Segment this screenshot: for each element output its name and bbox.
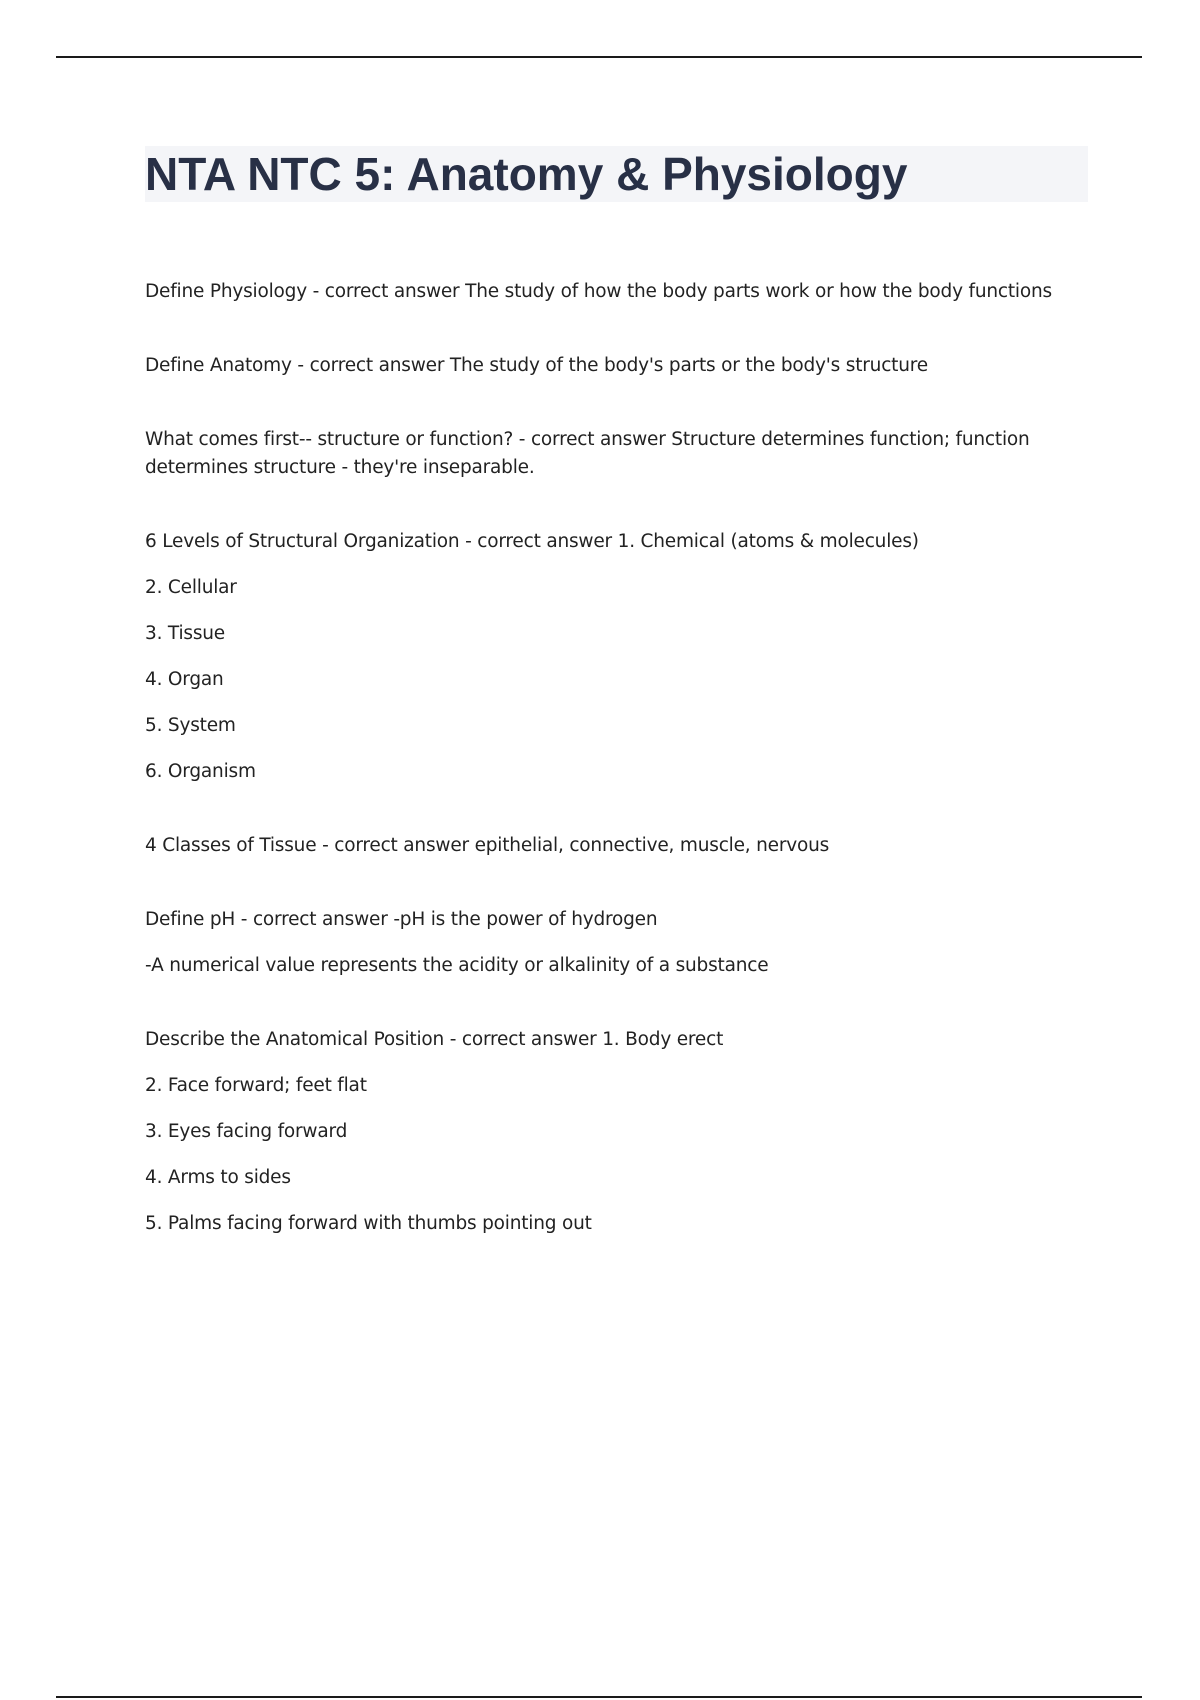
qa-line: 3. Tissue: [145, 623, 225, 644]
qa-list: [145, 278, 1090, 1238]
qa-entry-define-physiology: [145, 278, 1090, 306]
qa-line: 3. Eyes facing forward: [145, 1121, 348, 1142]
qa-line: 5. System: [145, 715, 236, 736]
qa-line: 6 Levels of Structural Organization - correct answer 1. Chemical (atoms & molecules): [145, 531, 919, 552]
qa-line: 2. Face forward; feet flat: [145, 1075, 367, 1096]
page-title: NTA NTC 5: Anatomy & Physiology: [145, 148, 908, 200]
top-rule: [56, 56, 1142, 58]
qa-entry-define-anatomy: [145, 352, 1090, 380]
qa-line: 6. Organism: [145, 761, 256, 782]
qa-line: 5. Palms facing forward with thumbs pointing out: [145, 1213, 592, 1234]
qa-entry-levels-of-organization: [145, 528, 1090, 786]
qa-entry-anatomical-position: [145, 1026, 1090, 1238]
qa-line: 4. Arms to sides: [145, 1167, 291, 1188]
qa-entry-structure-or-function: [145, 426, 1090, 482]
qa-line: -A numerical value represents the acidity or alkalinity of a substance: [145, 955, 769, 976]
qa-line: Define pH - correct answer -pH is the power of hydrogen: [145, 909, 658, 930]
qa-line: 4. Organ: [145, 669, 224, 690]
qa-line: Define Physiology - correct answer The study of how the body parts work or how the body functions: [145, 281, 1052, 302]
document-body: [145, 146, 1090, 1284]
qa-line: Describe the Anatomical Position - correct answer 1. Body erect: [145, 1029, 724, 1050]
qa-line: What comes first-- structure or function? - correct answer Structure determines function; function determines structure - they're inseparable.: [145, 429, 1030, 478]
qa-entry-classes-of-tissue: [145, 832, 1090, 860]
qa-line: 2. Cellular: [145, 577, 237, 598]
qa-line: 4 Classes of Tissue - correct answer epithelial, connective, muscle, nervous: [145, 835, 830, 856]
bottom-rule: [56, 1696, 1142, 1698]
title-band: [145, 146, 1088, 202]
qa-entry-define-ph: [145, 906, 1090, 980]
qa-line: Define Anatomy - correct answer The study of the body's parts or the body's structure: [145, 355, 928, 376]
